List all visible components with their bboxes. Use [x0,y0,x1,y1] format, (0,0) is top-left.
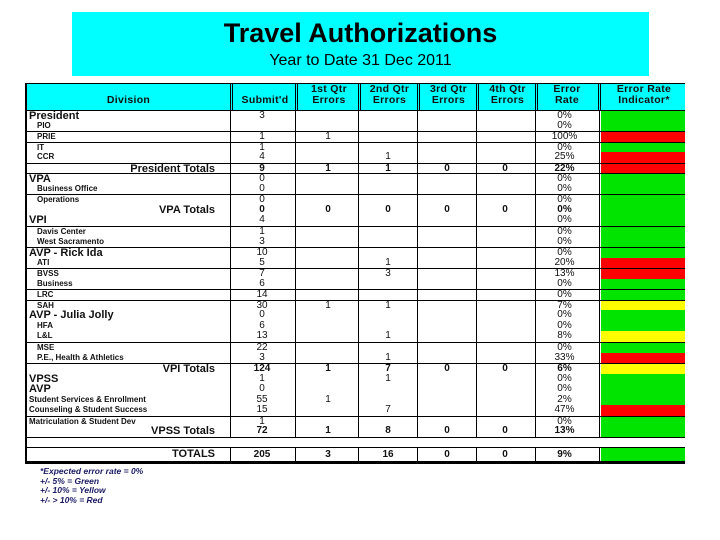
table-row [27,268,685,279]
division-cell: SAH [37,300,54,310]
submitted-cell: 0 [259,183,265,194]
q2-cell: 8 [385,426,391,437]
error-rate-indicator-green [601,395,685,406]
spacer [27,437,685,447]
header-submitted: Submit'd [241,94,289,106]
q2-cell: 1 [385,300,391,311]
rate-cell: 13% [554,426,575,437]
header-q2: 2nd Qtr Errors [369,83,410,106]
submitted-cell: 55 [256,394,268,405]
q4-cell: 0 [502,163,508,174]
note-expected: *Expected error rate = 0% [40,466,144,476]
error-rate-indicator-green [601,111,685,121]
division-cell: Business [37,278,73,288]
rate-cell: 0% [557,195,572,206]
division-cell: Business Office [37,183,98,193]
error-rate-indicator-red [601,132,685,142]
rate-cell: 2% [557,394,572,405]
rate-cell: 0% [557,373,572,384]
submitted-cell: 3 [259,236,265,247]
submitted-cell: 15 [256,405,268,416]
q2-cell: 1 [385,257,391,268]
rate-cell: 0% [557,290,572,301]
division-cell: P.E., Health & Athletics [37,352,124,362]
q1-cell: 1 [325,394,331,405]
error-rate-indicator-green [601,195,685,205]
division-cell: West Sacramento [37,236,104,246]
q3-cell: 0 [444,204,450,215]
error-rate-indicator-yellow [601,331,685,342]
division-cell: TOTALS [172,447,215,460]
submitted-cell: 1 [259,142,265,153]
header-division: Division [106,94,151,106]
submitted-cell: 0 [259,204,265,215]
header-rate: Error Rate [553,83,581,106]
q4-cell: 0 [502,204,508,215]
submitted-cell: 6 [259,320,265,331]
q2-cell: 1 [385,152,391,163]
error-rate-indicator-red [601,353,685,364]
rate-cell: 0% [557,183,572,194]
table-row [27,331,685,342]
q1-cell: 3 [325,448,331,460]
table-row [27,353,685,364]
q2-cell: 7 [385,405,391,416]
error-rate-indicator-yellow [601,301,685,311]
division-cell: Matriculation & Student Dev [29,416,136,426]
error-rate-indicator-green [601,321,685,332]
division-cell: LRC [37,290,54,300]
error-rate-indicator-green [601,290,685,300]
rate-cell: 20% [554,257,575,268]
header-indicator: Error Rate Indicator* [616,83,672,106]
submitted-cell: 0 [259,174,265,185]
q1-cell: 1 [325,132,331,143]
submitted-cell: 0 [259,195,265,206]
submitted-cell: 13 [256,331,268,342]
rate-cell: 33% [554,352,575,363]
rate-cell: 0% [557,142,572,153]
submitted-cell: 6 [259,278,265,289]
title-banner [72,12,649,76]
header-q4: 4th Qtr Errors [489,83,526,106]
rate-cell: 0% [557,215,572,226]
division-cell: L&L [37,331,53,341]
division-cell: HFA [37,320,53,330]
q3-cell: 0 [444,448,450,460]
q2-cell: 1 [385,373,391,384]
division-cell: VPA [29,174,51,185]
table-row [27,342,685,353]
table-row [27,321,685,332]
division-cell: Counseling & Student Success [29,405,148,415]
q2-cell: 1 [385,163,391,174]
rate-cell: 100% [551,132,578,143]
q1-cell: 1 [325,163,331,174]
rate-cell: 0% [557,174,572,185]
table-row [27,279,685,290]
table-body [25,110,685,464]
q2-cell: 7 [385,364,391,375]
table-row [27,194,685,205]
error-rate-indicator-green [601,310,685,321]
error-rate-table [25,83,685,464]
totals-row [27,363,685,374]
submitted-cell: 5 [259,257,265,268]
q2-cell: 16 [382,448,394,460]
error-rate-indicator-green [601,215,685,226]
submitted-cell: 1 [259,227,265,238]
submitted-cell: 1 [259,373,265,384]
error-rate-indicator-green [601,374,685,385]
rate-cell: 0% [557,278,572,289]
division-cell: VPSS Totals [151,426,215,437]
rate-cell: 0% [557,227,572,238]
error-rate-indicator-yellow [601,364,685,374]
error-rate-indicator-red [601,269,685,279]
rate-cell: 6% [557,364,572,375]
error-rate-indicator-green [601,205,685,216]
table-row [27,121,685,132]
rate-cell: 0% [557,204,572,215]
totals-row [27,426,685,437]
legend-notes [40,467,143,505]
error-rate-indicator-green [601,248,685,258]
division-cell: Operations [37,195,80,205]
rate-cell: 0% [557,320,572,331]
error-rate-indicator-green [601,279,685,290]
table-row [27,395,685,406]
table-row [27,184,685,195]
q2-cell: 3 [385,269,391,280]
rate-cell: 8% [557,331,572,342]
rate-cell: 0% [557,416,572,427]
division-cell: VPI [29,215,47,226]
table-row [27,405,685,416]
division-cell: ATI [37,257,50,267]
division-cell: MSE [37,343,55,353]
submitted-cell: 0 [259,310,265,321]
header-q1: 1st Qtr Errors [311,83,347,106]
q3-cell: 0 [444,426,450,437]
submitted-cell: 3 [259,352,265,363]
table-row [27,310,685,321]
table-row [27,247,685,258]
table-row [27,173,685,184]
q1-cell: 1 [325,426,331,437]
q4-cell: 0 [502,364,508,375]
note-green: +/- 5% = Green [40,475,100,486]
rate-cell: 0% [557,248,572,259]
submitted-cell: 1 [259,416,265,427]
division-cell: VPI Totals [162,364,215,375]
rate-cell: 0% [557,111,572,121]
submitted-cell: 4 [259,215,265,226]
division-cell: PIO [37,120,51,130]
error-rate-indicator-green [601,384,685,395]
division-cell: AVP - Julia Jolly [29,310,114,321]
submitted-cell: 3 [259,111,265,121]
rate-cell: 9% [557,448,572,460]
note-yellow: +/- 10% = Yellow [40,485,106,495]
rate-cell: 0% [557,343,572,354]
table-row [27,237,685,248]
error-rate-indicator-red [601,405,685,416]
page-subtitle: Year to Date 31 Dec 2011 [269,52,452,69]
division-cell: BVSS [37,269,59,279]
error-rate-indicator-green [601,121,685,132]
error-rate-indicator-red [601,258,685,269]
submitted-cell: 30 [256,300,268,311]
page-title: Travel Authorizations [223,18,498,48]
division-cell: Davis Center [37,227,86,237]
q3-cell: 0 [444,163,450,174]
error-rate-indicator-green [601,143,685,153]
table-row [27,374,685,385]
rate-cell: 13% [554,269,575,280]
rate-cell: 47% [554,405,575,416]
submitted-cell: 22 [256,343,268,354]
error-rate-indicator-green [601,448,685,461]
submitted-cell: 124 [253,364,271,375]
submitted-cell: 0 [259,384,265,395]
table-row [27,142,685,153]
q1-cell: 0 [325,204,331,215]
rate-cell: 25% [554,152,575,163]
q4-cell: 0 [502,426,508,437]
submitted-cell: 1 [259,132,265,143]
submitted-cell: 7 [259,269,265,280]
rate-cell: 7% [557,300,572,311]
rate-cell: 0% [557,384,572,395]
q2-cell: 0 [385,204,391,215]
q4-cell: 0 [502,448,508,460]
table-row [27,226,685,237]
rate-cell: 22% [554,163,575,174]
submitted-cell: 4 [259,152,265,163]
division-cell: VPSS [29,373,59,385]
submitted-cell: 72 [256,426,268,437]
rate-cell: 0% [557,310,572,321]
error-rate-indicator-green [601,184,685,195]
division-cell: PRIE [37,132,56,142]
division-cell: President [29,111,80,122]
division-cell: CCR [37,152,55,162]
q1-cell: 1 [325,364,331,375]
error-rate-indicator-green [601,237,685,248]
table-row [27,384,685,395]
table-row [27,131,685,142]
error-rate-indicator-green [601,343,685,353]
division-cell: VPA Totals [158,204,215,216]
q1-cell: 1 [325,300,331,311]
rate-cell: 0% [557,120,572,131]
table-row [27,289,685,300]
q2-cell: 1 [385,352,391,363]
rate-cell: 0% [557,236,572,247]
totals-row [27,205,685,216]
note-red: +/- > 10% = Red [40,494,103,505]
submitted-cell: 10 [256,248,268,259]
q3-cell: 0 [444,364,450,375]
submitted-cell: 14 [256,290,268,301]
table-row [27,258,685,269]
submitted-cell: 205 [253,448,271,460]
division-cell: AVP [29,384,51,395]
division-cell: Student Services & Enrollment [29,394,146,404]
header-q3: 3rd Qtr Errors [429,83,468,106]
table-row [27,215,685,226]
division-cell: IT [37,142,45,152]
submitted-cell: 9 [259,163,265,174]
division-cell: AVP - Rick Ida [29,248,103,259]
error-rate-indicator-green [601,417,685,427]
error-rate-indicator-green [601,227,685,237]
error-rate-indicator-green [601,426,685,437]
table-row [27,416,685,427]
table-header [25,83,685,110]
table-row [27,300,685,311]
table-row [27,152,685,163]
grand-totals-row [27,447,685,461]
error-rate-indicator-red [601,152,685,163]
table-row [27,110,685,121]
totals-row [27,163,685,174]
error-rate-indicator-red [601,164,685,174]
q2-cell: 1 [385,331,391,342]
error-rate-indicator-green [601,174,685,184]
division-cell: President Totals [130,163,215,175]
